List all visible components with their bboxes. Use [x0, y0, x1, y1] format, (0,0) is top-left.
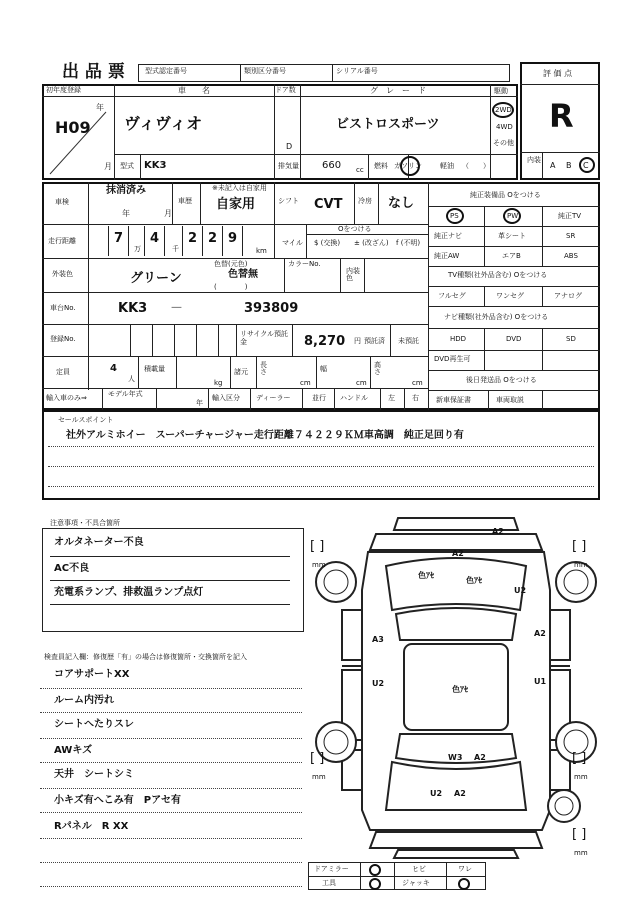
equip-sr: SR	[566, 232, 576, 240]
inspector-line-1: コアサポートXX	[54, 669, 130, 680]
inspector-line-6: 小キズ有へこみ有 Pアセ有	[54, 795, 182, 806]
mark-trunk: A2	[474, 753, 486, 762]
mileage-digit-3: 2	[188, 231, 198, 246]
mark-roof: 色ｱｾ	[452, 685, 468, 694]
class-no-label: 類別区分番号	[244, 67, 286, 75]
color-change-label: 色替(元色)	[214, 260, 248, 268]
mark-hood-2: 色ｱｾ	[466, 576, 482, 585]
interior-b: B	[566, 161, 572, 170]
navi-title: ナビ種類(社外品含む) Oをつける	[444, 313, 549, 321]
drive-2wd: 2WD	[495, 106, 512, 114]
mark-hood-1: 色ｱｾ	[418, 571, 434, 580]
bracket-spare: [ ]	[572, 827, 587, 842]
chassis-label: 車台No.	[50, 304, 76, 312]
fuel-light: 軽油	[440, 162, 454, 170]
capacity-value: 4	[110, 363, 117, 374]
doors-label: ドア数	[275, 86, 296, 94]
navi-hdd: HDD	[450, 335, 467, 343]
equip-leather: 革シート	[498, 232, 526, 240]
history-value: 自家用	[216, 197, 256, 212]
drive-4wd: 4WD	[496, 123, 513, 131]
interior-color-label: 内装色	[346, 267, 360, 282]
tv-fullseg: フルセグ	[438, 292, 466, 300]
bt-jack-circle	[458, 878, 470, 890]
mark-front-panel: A2	[452, 549, 464, 558]
handle-right: 右	[412, 394, 419, 402]
after-title: 後日発送品 Oをつける	[466, 376, 537, 384]
bt-broken: ワレ	[458, 865, 472, 873]
model-year-unit: 年	[196, 399, 203, 407]
chassis-prefix: KK3	[118, 301, 148, 316]
color-value: グリーン	[130, 271, 182, 286]
mileage-sen: 千	[172, 245, 179, 253]
color-label: 外装色	[52, 270, 73, 278]
inspector-line-4: AWキズ	[54, 745, 93, 756]
interior-c: C	[583, 161, 589, 170]
notes-line-1: オルタネーター不良	[54, 537, 144, 548]
mileage-digit-1: 7	[114, 231, 124, 246]
recycle-label: リサイクル預託金	[240, 330, 289, 347]
tv-analog: アナログ	[554, 292, 582, 300]
history-note: ※未記入は自家用	[212, 184, 267, 192]
recycle-value: 8,270	[304, 334, 346, 349]
meter-opt-swap: $ (交換)	[314, 239, 341, 247]
serial-label: シリアル番号	[336, 67, 378, 75]
import-label: 輸入車のみ⇒	[46, 394, 87, 402]
mark-left-door-rear: U2	[372, 679, 385, 688]
bt-jack: ジャッキ	[402, 879, 430, 887]
capacity-unit: 人	[128, 375, 135, 383]
mileage-label: 走行距離	[48, 237, 76, 245]
grade-label: グ レ ー ド	[370, 86, 426, 95]
rating-label: 評 価 点	[543, 69, 573, 78]
mark-left-door-front: A3	[372, 635, 384, 644]
bt-mirror-circle	[369, 864, 381, 876]
handle-left: 左	[388, 394, 395, 402]
inspector-line-3: シートへたりスレ	[54, 719, 134, 730]
equip-aw: 純正AW	[434, 252, 460, 260]
equipment-title: 純正装備品 Oをつける	[470, 191, 541, 199]
dims-label: 諸元	[234, 368, 248, 376]
mileage-digit-2: 4	[150, 231, 160, 246]
bracket-rl: [ ]	[310, 751, 325, 766]
equip-airbag: エアB	[502, 252, 521, 260]
cert-row	[138, 64, 510, 82]
interior-label: 内装	[527, 156, 541, 164]
equip-pw: PW	[507, 212, 519, 220]
load-unit: kg	[214, 379, 223, 387]
dim-height: 高さ	[374, 361, 381, 376]
month-unit: 月	[104, 162, 112, 171]
mileage-digit-4: 2	[208, 231, 218, 246]
notes-line-2: AC不良	[54, 563, 90, 574]
first-reg-slash	[48, 110, 108, 176]
equip-navi: 純正ナビ	[434, 232, 462, 240]
unit-rl: mm	[312, 773, 326, 781]
doors-unit: D	[286, 142, 293, 151]
import-dealer: ディーラー	[256, 394, 291, 402]
ac-label: 冷房	[358, 197, 372, 205]
fuel-circle	[400, 156, 420, 176]
fuel-paren: （ ）	[462, 162, 490, 170]
mark-rear-bumper-2: A2	[454, 789, 466, 798]
car-name: ヴィヴィオ	[124, 114, 203, 133]
navi-sd: SD	[566, 335, 576, 343]
meter-opt-unknown: f (不明)	[396, 239, 421, 247]
unit-fl: mm	[312, 561, 326, 569]
color-change-value: 色替無	[228, 269, 258, 280]
mileage-unit: km	[256, 247, 267, 255]
history-label: 車歴	[178, 197, 192, 205]
rating-value: R	[549, 97, 574, 135]
meter-note: Oをつける	[338, 225, 372, 233]
mile-label: マイル	[282, 239, 303, 247]
mileage-man: 万	[134, 245, 141, 253]
unit-rr: mm	[574, 773, 588, 781]
dim-length: 長さ	[260, 361, 267, 376]
unit-spare: mm	[574, 849, 588, 857]
mark-rear-bumper-1: U2	[430, 789, 443, 798]
first-reg-year: H09	[55, 118, 91, 137]
capacity-label: 定員	[56, 368, 70, 376]
unit-fr: mm	[574, 561, 588, 569]
navi-dvd: DVD	[506, 335, 522, 343]
reg-no-label: 登録No.	[50, 335, 76, 343]
fuel-gas: ガソリン	[394, 162, 422, 170]
load-label: 積載量	[144, 365, 165, 373]
drive-circle	[492, 102, 514, 118]
mark-right-fender: U2	[514, 586, 527, 595]
bt-mirror: ドアミラー	[314, 865, 349, 873]
notes-line-3: 充電系ランプ、排救温ランプ点灯	[54, 587, 204, 598]
displacement-value: 660	[322, 160, 342, 171]
color-no-label: カラーNo.	[288, 260, 321, 268]
mark-front-bumper: A2	[492, 527, 504, 536]
navi-dvd-play: DVD再生可	[434, 355, 471, 363]
interior-circle	[579, 157, 595, 173]
fuel-label: 燃料	[374, 162, 388, 170]
year-unit: 年	[96, 103, 104, 112]
inspector-line-5: 天井 シートシミ	[54, 769, 134, 780]
equip-ps: PS	[450, 212, 459, 220]
equip-pw-circle	[503, 208, 521, 224]
recycle-unpaid: 未預託	[398, 337, 419, 345]
tv-oneseg: ワンセグ	[496, 292, 524, 300]
mark-right-door-front: A2	[534, 629, 546, 638]
equip-ps-circle	[446, 208, 464, 224]
model-year-label: モデル年式	[108, 390, 143, 398]
chassis-number: 393809	[244, 301, 299, 316]
ac-value: なし	[388, 196, 415, 211]
drive-label: 駆動	[494, 87, 508, 95]
shaken-month: 月	[164, 209, 172, 218]
handle-label: ハンドル	[340, 394, 368, 402]
import-class-label: 輸入区分	[212, 394, 240, 402]
bt-crack: ヒビ	[412, 865, 426, 873]
mark-right-door-rear: U1	[534, 677, 547, 686]
model-label: 型式	[120, 162, 134, 170]
interior-a: A	[550, 161, 556, 170]
recycle-unit: 円	[354, 337, 361, 345]
shaken-label: 車検	[55, 198, 69, 206]
grade-value: ビストロスポーツ	[336, 117, 440, 132]
inspector-line-2: ルーム内汚れ	[54, 695, 114, 706]
shift-value: CVT	[314, 197, 343, 212]
recycle-paid: 預託済	[364, 337, 385, 345]
dim-width: 幅	[320, 365, 327, 373]
displacement-label: 排気量	[278, 162, 299, 170]
equip-tv: 純正TV	[558, 212, 582, 220]
first-reg-label: 初年度登録	[46, 86, 81, 94]
type-cert-label: 型式認定番号	[145, 67, 187, 75]
import-parallel: 並行	[312, 394, 326, 402]
mark-rear-window: W3	[448, 753, 463, 762]
bt-tools: 工具	[322, 879, 336, 887]
dim-length-unit: cm	[300, 379, 311, 387]
after-warranty: 新車保証書	[436, 396, 471, 404]
shaken-value: 抹消済み	[106, 185, 146, 196]
tv-title: TV種類(社外品含む) Oをつける	[448, 271, 548, 279]
bt-tools-circle	[369, 878, 381, 890]
mileage-digit-5: 9	[228, 231, 238, 246]
sales-label: セールスポイント	[58, 416, 114, 424]
chassis-dash: －	[170, 301, 184, 316]
bracket-fr: [ ]	[572, 539, 587, 554]
notes-label: 注意事項・不具合箇所	[50, 519, 120, 527]
inspector-label: 検査員記入欄：修復歴「有」の場合は修復箇所・交換箇所を記入	[44, 653, 247, 661]
model-value: KK3	[144, 160, 167, 171]
bracket-fl: [ ]	[310, 539, 325, 554]
meter-opt-tamper: ± (改ざん)	[354, 239, 389, 247]
inspector-line-7: Rパネル R XX	[54, 821, 129, 832]
shaken-year: 年	[122, 209, 130, 218]
car-name-label: 車 名	[178, 86, 210, 95]
sales-text: 社外アルミホイー スーパーチャージャー走行距離７４２２９ＫＭ車高調 純正足回り有	[66, 430, 464, 441]
equip-abs: ABS	[564, 252, 578, 260]
after-manual: 車両取説	[496, 396, 524, 404]
drive-other: その他	[493, 139, 514, 147]
displacement-unit: cc	[356, 166, 364, 174]
form-title: 出 品 票	[62, 62, 125, 82]
color-paren: ( )	[214, 283, 248, 291]
dim-width-unit: cm	[356, 379, 367, 387]
dim-height-unit: cm	[412, 379, 423, 387]
shift-label: シフト	[278, 197, 299, 205]
bracket-rr: [ ]	[572, 751, 587, 766]
